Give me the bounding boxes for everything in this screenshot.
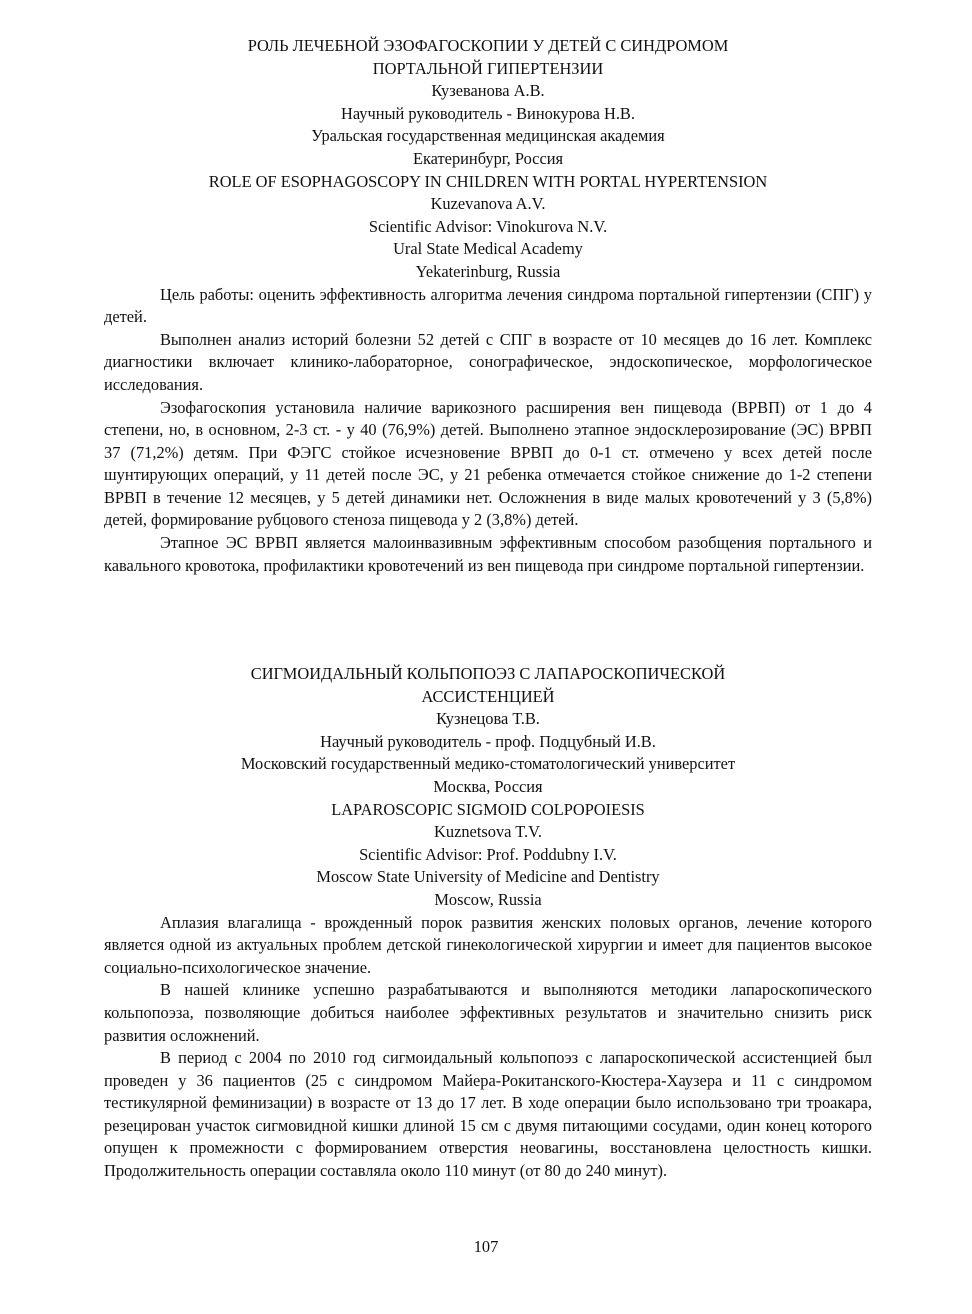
title-ru-line-2: АССИСТЕНЦИЕЙ	[421, 686, 555, 706]
page-number: 107	[473, 1237, 499, 1256]
title-en: ROLE OF ESOPHAGOSCOPY IN CHILDREN WITH PORTAL HYPERTENSION	[208, 171, 768, 191]
institution-ru: Уральская государственная медицинская академия	[311, 126, 665, 146]
author-ru: Кузнецова Т.В.	[436, 709, 540, 729]
abstract-2	[104, 663, 872, 1183]
body-paragraph: Эзофагоскопия установила наличие варикозного расширения вен пищевода (ВРВП) от 1 до 4 степени, но, в основном, 2-3 ст. - у 40 (76,9%) детей. Выполнено этапное эндосклерозирование (ЭС) ВРВП 37 (71,2%) детям. При ФЭГС стойкое исчезновение ВРВП до 0-1 ст. отмечено у всех детей после шунтирующих операций, у 11 детей после ЭС, у 21 ребенка отмечается стойкое снижение до 1-2 степени ВРВП в течение 12 месяцев, у 5 детей динамики нет. Осложнения в виде малых кровотечений у 3 (5,8%) детей, формирование рубцового стеноза пищевода у 2 (3,8%) детей.	[104, 397, 872, 530]
institution-en: Ural State Medical Academy	[393, 239, 583, 259]
advisor-ru: Научный руководитель - проф. Подцубный И.В.	[320, 731, 656, 751]
author-ru: Кузеванова А.В.	[431, 81, 545, 101]
advisor-en: Scientific Advisor: Vinokurova N.V.	[368, 216, 608, 236]
abstract-1	[104, 35, 872, 577]
body-paragraph: В период с 2004 по 2010 год сигмоидальный кольпопоэз с лапароскопической ассистенцией был проведен у 36 пациентов (25 с синдромом Майера-Рокитанского-Кюстера-Хаузера и 11 с синдромом тестикулярной феминизации) в возрасте от 13 до 17 лет. В ходе операции было использовано три троакара, резецирован участок сигмовидной кишки длиной 15 см с двумя питающими сосудами, один конец которого опущен к промежности с формированием отверстия неовагины, восстановлена целостность кишки. Продолжительность операции составляла около 110 минут (от 80 до 240 минут).	[104, 1048, 872, 1181]
body-paragraph: Этапное ЭС ВРВП является малоинвазивным эффективным способом разобщения портального и кавального кровотока, профилактики кровотечений из вен пищевода при синдроме портальной гипертензии.	[104, 533, 872, 575]
advisor-ru: Научный руководитель - Винокурова Н.В.	[341, 103, 635, 123]
author-en: Kuznetsova T.V.	[434, 822, 542, 842]
title-en: LAPAROSCOPIC SIGMOID COLPOPOIESIS	[331, 799, 645, 819]
institution-en: Moscow State University of Medicine and Dentistry	[316, 867, 660, 887]
city-en: Moscow, Russia	[434, 889, 542, 909]
body-paragraph: Цель работы: оценить эффективность алгоритма лечения синдрома портальной гипертензии (СПГ) у детей.	[104, 284, 872, 327]
city-ru: Москва, Россия	[433, 776, 543, 796]
author-en: Kuzevanova A.V.	[430, 194, 546, 214]
body-paragraph: Аплазия влагалища - врожденный порок развития женских половых органов, лечение которого является одной из актуальных проблем детской гинекологической хирургии и имеет для пациентов высокое социально-психологическое значение.	[104, 912, 872, 977]
advisor-en: Scientific Advisor: Prof. Poddubny I.V.	[359, 844, 617, 864]
title-ru-line-1: СИГМОИДАЛЬНЫЙ КОЛЬПОПОЭЗ С ЛАПАРОСКОПИЧЕСКОЙ	[250, 664, 726, 683]
city-ru: Екатеринбург, Россия	[412, 148, 564, 168]
title-ru-line-2: ПОРТАЛЬНОЙ ГИПЕРТЕНЗИИ	[372, 58, 604, 78]
body-paragraph: В нашей клинике успешно разрабатываются и выполняются методики лапароскопического кольпопоэза, позволяющие добиться наиболее эффективных результатов и значительно снизить риск развития осложнений.	[104, 980, 872, 1045]
body-paragraph: Выполнен анализ историй болезни 52 детей с СПГ в возрасте от 10 месяцев до 16 лет. Комплекс диагностики включает клинико-лабораторное, сонографическое, эндоскопическое, морфологическое исследования.	[104, 329, 872, 394]
city-en: Yekaterinburg, Russia	[415, 261, 561, 281]
institution-ru: Московский государственный медико-стоматологический университет	[240, 754, 736, 774]
title-ru-line-1: РОЛЬ ЛЕЧЕБНОЙ ЭЗОФАГОСКОПИИ У ДЕТЕЙ С СИНДРОМОМ	[247, 36, 729, 55]
